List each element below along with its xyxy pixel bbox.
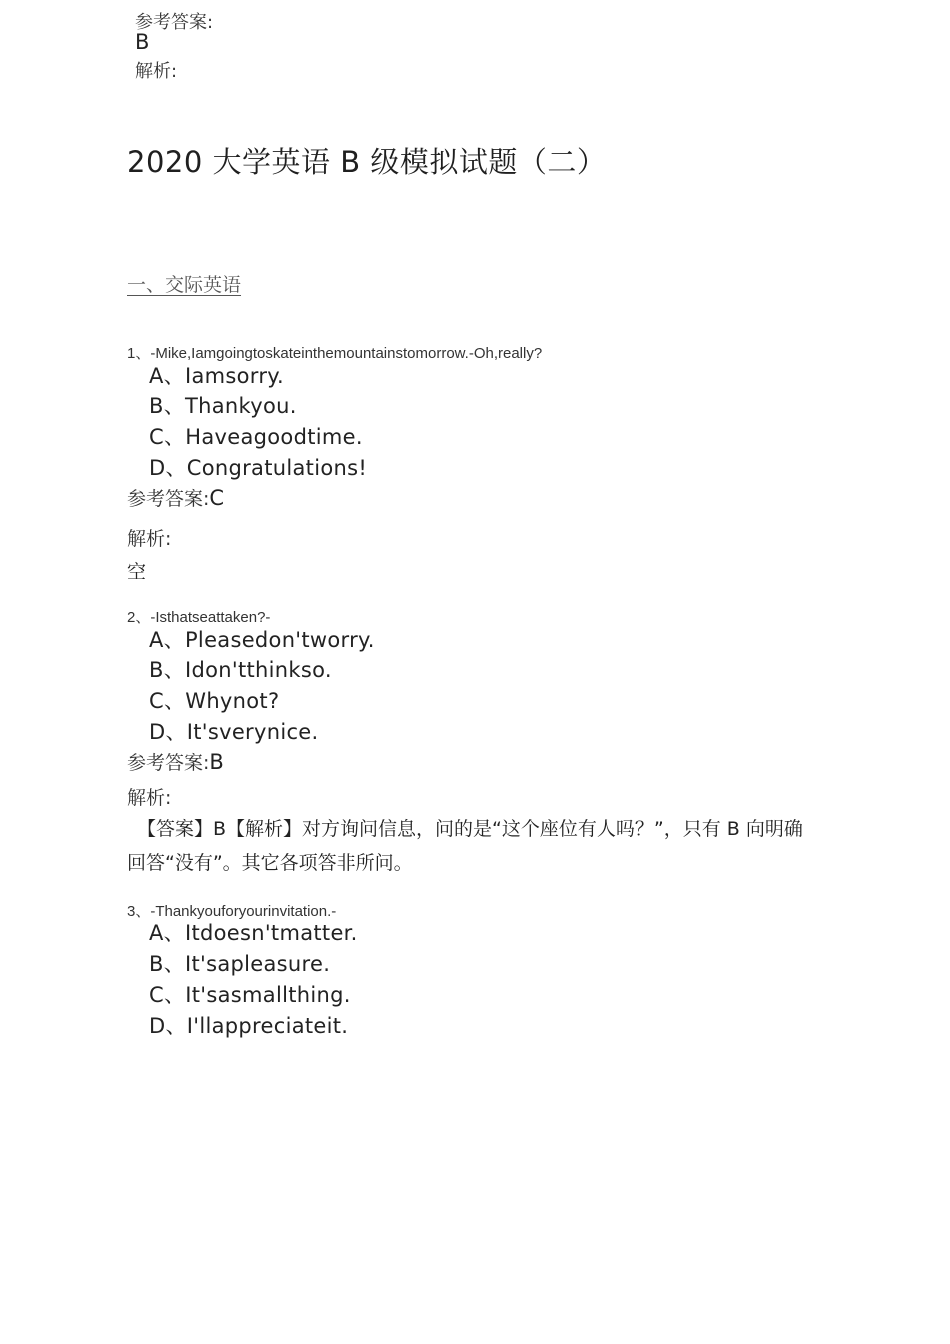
- question-1-option-a: A、Iamsorry.: [149, 364, 284, 388]
- previous-analysis-label: 解析:: [135, 61, 178, 82]
- question-2-stem: 2、-Isthatseattaken?-: [127, 609, 271, 626]
- question-2-option-c: C、Whynot?: [149, 689, 280, 713]
- question-3-option-b: B、It'sapleasure.: [149, 952, 331, 976]
- page-title: 2020 大学英语 B 级模拟试题（二）: [127, 145, 607, 179]
- question-1-analysis: 空: [127, 561, 147, 583]
- question-2-answer-label: 参考答案:: [127, 752, 210, 774]
- previous-answer-label: 参考答案:: [135, 12, 214, 33]
- question-1-analysis-label: 解析:: [127, 528, 172, 550]
- question-1-answer-label: 参考答案:: [127, 488, 210, 510]
- question-1-option-b: B、Thankyou.: [149, 394, 297, 418]
- question-1-answer-value: C: [209, 486, 225, 510]
- question-2-option-d: D、It'sverynice.: [149, 720, 319, 744]
- question-2-analysis: 【答案】B【解析】对方询问信息，问的是“这个座位有人吗？”，只有 B 向明确回答“没有”。其它各项答非所问。: [127, 818, 803, 874]
- question-2-answer: [127, 748, 224, 775]
- question-2-analysis-label: 解析:: [127, 787, 172, 809]
- question-1-option-c: C、Haveagoodtime.: [149, 425, 363, 449]
- question-3-stem: 3、-Thankyouforyourinvitation.-: [127, 903, 337, 920]
- question-2-option-a: A、Pleasedon'tworry.: [149, 628, 375, 652]
- question-3-option-a: A、Itdoesn'tmatter.: [149, 921, 358, 945]
- question-2-option-b: B、Idon'tthinkso.: [149, 658, 332, 682]
- question-1-answer: [127, 484, 224, 511]
- question-1-stem: 1、-Mike,Iamgoingtoskateinthemountainstomorrow.-Oh,really?: [127, 345, 543, 362]
- previous-answer-value: B: [135, 30, 150, 54]
- question-1-option-d: D、Congratulations!: [149, 456, 368, 480]
- question-3-option-d: D、I'llappreciateit.: [149, 1014, 349, 1038]
- question-2-answer-value: B: [209, 750, 224, 774]
- section-heading: 一、交际英语: [127, 274, 242, 296]
- question-3-option-c: C、It'sasmallthing.: [149, 983, 351, 1007]
